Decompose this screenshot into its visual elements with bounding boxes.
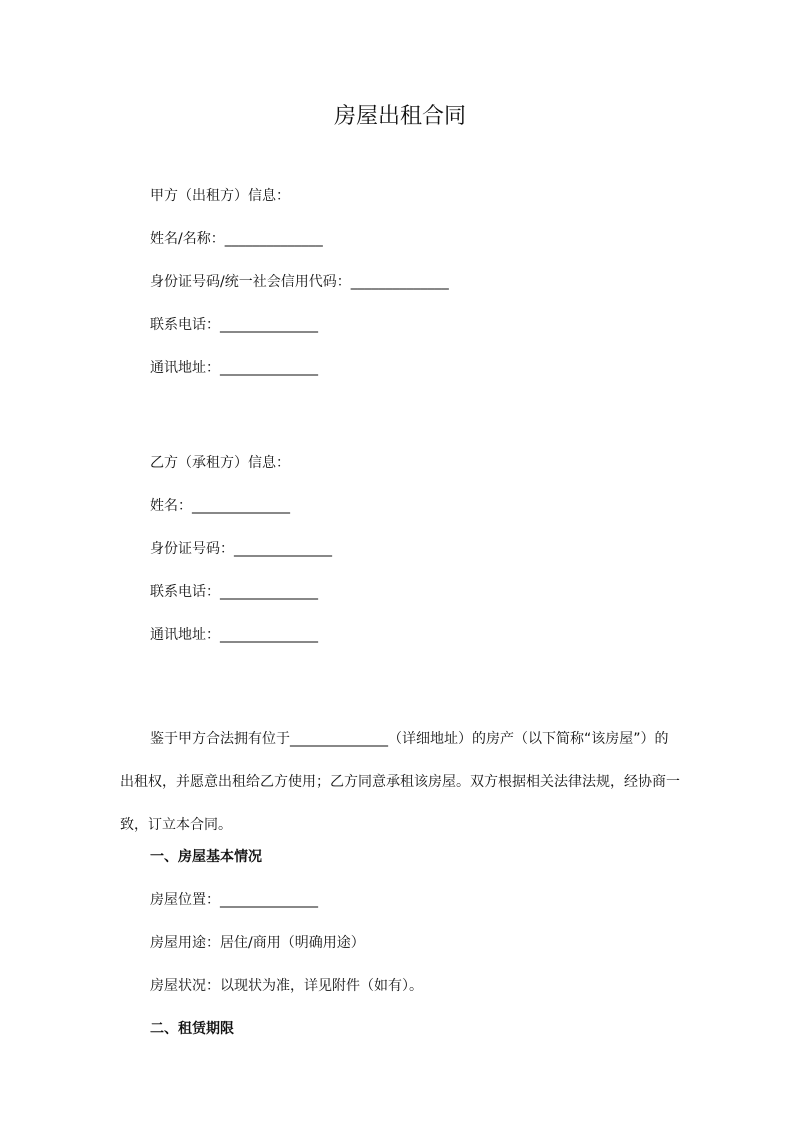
party-b-name-field: 姓名：______________ <box>150 498 290 514</box>
party-b-phone-field: 联系电话：______________ <box>150 584 318 600</box>
party-b-section <box>120 453 680 668</box>
house-location-field: 房屋位置：______________ <box>150 892 318 908</box>
party-b-id-field: 身份证号码：______________ <box>150 541 332 557</box>
preamble-paragraph <box>120 718 680 847</box>
document-title: 房屋出租合同 <box>333 104 466 129</box>
party-a-header: 甲方（出租方）信息： <box>150 188 290 204</box>
section-1-heading: 一、房屋基本情况 <box>150 849 262 865</box>
party-a-name-field: 姓名/名称：______________ <box>150 231 323 247</box>
section-1 <box>120 847 680 1019</box>
party-a-phone-field: 联系电话：______________ <box>150 317 318 333</box>
party-b-address-field: 通讯地址：______________ <box>150 627 318 643</box>
house-usage-field: 房屋用途：居住/商用（明确用途） <box>150 935 365 951</box>
party-a-address-field: 通讯地址：______________ <box>150 360 318 376</box>
party-a-id-field: 身份证号码/统一社会信用代码：______________ <box>150 274 449 290</box>
house-condition-field: 房屋状况：以现状为准，详见附件（如有）。 <box>150 978 423 994</box>
party-a-section <box>120 186 680 401</box>
party-b-header: 乙方（承租方）信息： <box>150 455 290 471</box>
preamble-text: 鉴于甲方合法拥有位于______________（详细地址）的房产（以下简称“该房屋”）的出租权，并愿意出租给乙方使用；乙方同意承租该房屋。双方根据相关法律法规，经协商一致，订立本合同。 <box>120 731 680 833</box>
section-2-heading: 二、租赁期限 <box>150 1021 234 1037</box>
section-2 <box>120 1019 680 1062</box>
